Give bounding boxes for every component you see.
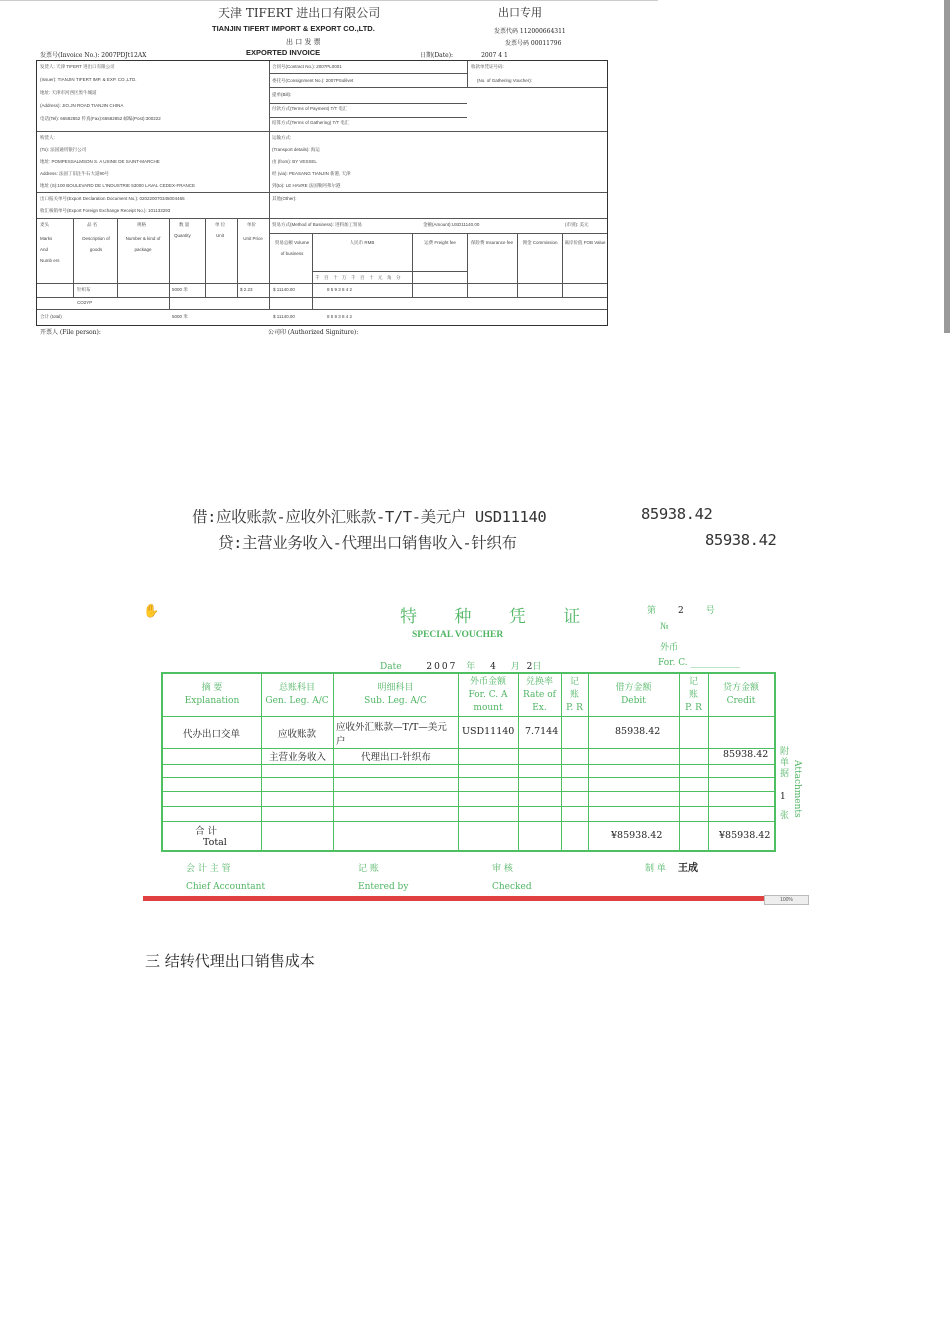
header-sub-leg: 明细科目 Sub. Leg. A/C <box>364 683 427 706</box>
declaration-row: 收汇核销单号(Export Foreign Exchange Receipt No.): 101133293 <box>40 208 171 213</box>
col-marks: 麦头 <box>40 222 49 227</box>
voucher-no-en: № <box>660 622 669 632</box>
debit-entry: 借:应收账款-应收外汇账款-T/T-美元户 USD11140 <box>192 508 547 526</box>
chief-accountant-cn: 会 计 主 管 <box>186 864 231 874</box>
row1-foreign: USD11140 <box>462 726 515 737</box>
checked-en: Checked <box>492 882 532 892</box>
col-rmb: 人民币 RMB <box>349 240 375 245</box>
col-marks-en: Marks And Numb ers <box>40 236 60 263</box>
chief-accountant-en: Chief Accountant <box>186 882 266 892</box>
header-rate: 兑换率 Rate of Ex. <box>523 677 556 713</box>
header-gen-leg: 总账科目 Gen. Leg. A/C <box>265 683 329 706</box>
attach-en: Attachments <box>792 760 802 818</box>
total-amt: $ 11140.00 <box>273 314 295 319</box>
row1-sub: 应收外汇账款—T/T—美元 <box>336 722 447 733</box>
row2-credit: 85938.42 <box>723 749 769 760</box>
contract-row: 委托号(Consignment No.): 2007PSolilvet <box>272 78 354 83</box>
col-package-en: Number & kind of package <box>125 236 161 252</box>
item-rmb: 8 5 9 3 8 4 2 <box>327 287 353 292</box>
item-volume: $ 11140.00 <box>273 287 295 292</box>
entered-by-en: Entered by <box>358 882 409 892</box>
invoice-date: 日期(Date): 2007 4 1 <box>420 52 508 59</box>
invoice-doc-cn: 出 口 发 票 <box>286 38 321 46</box>
voucher-table <box>161 672 776 852</box>
total-qty: 5000 米 <box>172 314 188 319</box>
header-credit: 贷方金额 Credit <box>722 683 759 706</box>
attach-num: 1 <box>780 792 786 802</box>
row1-sub-cont: 户 <box>336 736 346 747</box>
header-debit: 借方金额 Debit <box>615 683 652 706</box>
total-debit: ¥85938.42 <box>611 830 663 841</box>
col-unit-en: Unit <box>216 233 225 238</box>
row2-gen: 主营业务收入 <box>269 752 327 763</box>
invoice-number: 发票号码 00011796 <box>505 40 562 47</box>
issuer-row: (Issuer): TIANJIN TIFERT IMP. & EXP. CO.,LTD. <box>40 77 137 82</box>
item-goods: 针织布 <box>77 287 91 292</box>
col-goods-en: Description of goods <box>82 236 110 252</box>
other-label: 其他(Other): <box>272 196 297 201</box>
file-person: 开票人 (File person): <box>40 329 101 336</box>
issuer-row: 发货人: 天津 TIFERT 进出口有限公司 <box>40 64 115 69</box>
invoice-no: 发票号(Invoice No.): 2007PDJt12AX <box>40 52 147 59</box>
total-label: 合计 (total) <box>40 314 62 319</box>
voucher-no: 第 2 号 <box>647 606 715 616</box>
col-goods: 品 名 <box>87 222 98 227</box>
invoice-code: 发票代码 112000664311 <box>494 28 566 35</box>
authorized-signature: 公司印 (Authorized Signiture): <box>268 329 359 336</box>
col-commission: 佣金 Commission <box>522 240 558 245</box>
item-code: CO2YP <box>77 300 93 305</box>
header-pr-2: 记 账 P. R <box>685 677 702 713</box>
page-divider <box>143 896 764 901</box>
item-price: $ 2.23 <box>240 287 253 292</box>
col-insurance: 保险费 Insurance fee <box>470 240 514 245</box>
voucher-for-c: For. C. ___________ <box>658 658 740 668</box>
declaration-row: 出口报关单号(Export Declaration Document No.): 020220070345004465 <box>40 196 185 201</box>
amount-label: 金额(Amount):USD11140.00 <box>423 222 480 227</box>
method-label: 贸易方式(Method of Business): 进料加工贸易 <box>272 222 363 227</box>
col-volume: 贸易总额 Volume of business <box>274 240 310 256</box>
zoom-tag[interactable]: 100% <box>764 895 809 905</box>
buyer-row: Address: 法国丁旧注牛石大道90号 <box>40 171 110 176</box>
col-freight: 运费 Freight fee <box>424 240 456 245</box>
item-qty: 5000 米 <box>172 287 188 292</box>
issuer-row: 地址: 天津市河西区黑牛城道 <box>40 90 97 95</box>
row1-explanation: 代办出口交单 <box>183 729 241 740</box>
transport-row: (Transport details): 海运 <box>272 147 320 152</box>
checked-cn: 审 核 <box>492 864 513 874</box>
credit-entry: 贷:主营业务收入-代理出口销售收入-针织布 <box>218 534 517 552</box>
attach-unit: 张 <box>780 811 790 821</box>
digit-header: 千百十万千百十元角分 <box>315 275 405 280</box>
invoice-company-en: TIANJIN TIFERT IMPORT & EXPORT CO.,LTD. <box>212 24 375 33</box>
voucher-subtitle: SPECIAL VOUCHER <box>412 630 504 640</box>
hand-cursor-icon: ✋ <box>143 604 160 619</box>
col-fob: 离岸价值 FOB Value <box>564 240 606 245</box>
invoice-export-only: 出口专用 <box>498 6 542 19</box>
buyer-row: 购货人: <box>40 135 55 140</box>
col-price-en: Unit Price <box>243 236 263 241</box>
currency-label: (币别): 美元 <box>565 222 589 227</box>
col-price: 单价 <box>247 222 256 227</box>
col-unit: 单 位 <box>215 222 226 227</box>
buyer-row: (To): 法国通用银行公司 <box>40 147 87 152</box>
col-package: 规格 <box>137 222 146 227</box>
total-credit: ¥85938.42 <box>719 830 771 841</box>
col-quantity: 数 量 <box>179 222 190 227</box>
entered-by-cn: 记 账 <box>358 864 379 874</box>
buyer-row: 地址: POMPESSALMSON S. A USINE DE SAINT-MARCHE <box>40 159 160 164</box>
section-heading: 三 结转代理出口销售成本 <box>145 952 315 970</box>
row1-gen: 应收账款 <box>278 729 317 740</box>
header-foreign-amount: 外币金额 For. C. A mount <box>468 677 508 713</box>
maker-label: 制 单 <box>645 864 666 874</box>
row1-rate: 7.7144 <box>525 726 559 737</box>
col-quantity-en: Quantity <box>174 233 191 238</box>
invoice-grid <box>36 60 608 326</box>
issuer-row: (Address): JIO.JN ROAD TIANJIN CHINA <box>40 103 124 108</box>
invoice-company-cn: 天津 TIFERT 进出口有限公司 <box>218 6 381 20</box>
export-invoice-image <box>0 0 664 336</box>
contract-row: 合同号(Contract No.): 2007PL0001 <box>272 64 342 69</box>
transport-row: 由 (from): BY VESSEL <box>272 159 317 164</box>
header-pr-1: 记 账 P. R <box>566 677 583 713</box>
total-en: Total <box>203 837 227 848</box>
contract-row: 付款方式(Terms of Payment) T/T 电汇 <box>272 106 348 111</box>
row1-debit: 85938.42 <box>615 726 661 737</box>
transport-row: 运输方式: <box>272 135 292 140</box>
maker-name: 王成 <box>678 863 698 874</box>
attach-cn: 附单据 <box>780 747 790 779</box>
transport-row: 到(to): LE HAVRE 法国勒阿弗尔港 <box>272 183 341 188</box>
row2-sub: 代理出口-针织布 <box>361 752 431 763</box>
credit-amount: 85938.42 <box>705 531 777 549</box>
debit-amount: 85938.42 <box>641 505 713 523</box>
total-rmb: 8 5 9 3 8 4 2 <box>327 314 353 319</box>
contract-row: 提单(Bill): <box>272 92 292 97</box>
voucher-title: 特 种 凭 证 <box>400 607 597 627</box>
buyer-row: 地址 (S):100 BOULEVARD DE L'INDUSTRIE 53000 LAVAL CEDEX-FRANCE <box>40 183 195 188</box>
gather-label: 收款单凭证号码: <box>471 64 504 69</box>
transport-row: 经 (via): PEASANG TIANJIN 新港, 天津 <box>272 171 351 176</box>
invoice-doc-en: EXPORTED INVOICE <box>246 48 321 57</box>
total-cn: 合 计 <box>195 826 218 837</box>
voucher-date: Date 2007 年 4 月 2日 <box>380 662 542 672</box>
header-explanation: 摘 要 Explanation <box>184 683 240 706</box>
contract-row: 结算方式(Terms of Gathering) T/T 电汇 <box>272 120 350 125</box>
gather-en: (No. of Gathering Voucher): <box>477 78 533 83</box>
issuer-row: 电话(Tel): 66582852 传真(Fax):66582852 邮编(Post):300222 <box>40 116 161 121</box>
voucher-currency-label: 外币 <box>660 643 679 653</box>
